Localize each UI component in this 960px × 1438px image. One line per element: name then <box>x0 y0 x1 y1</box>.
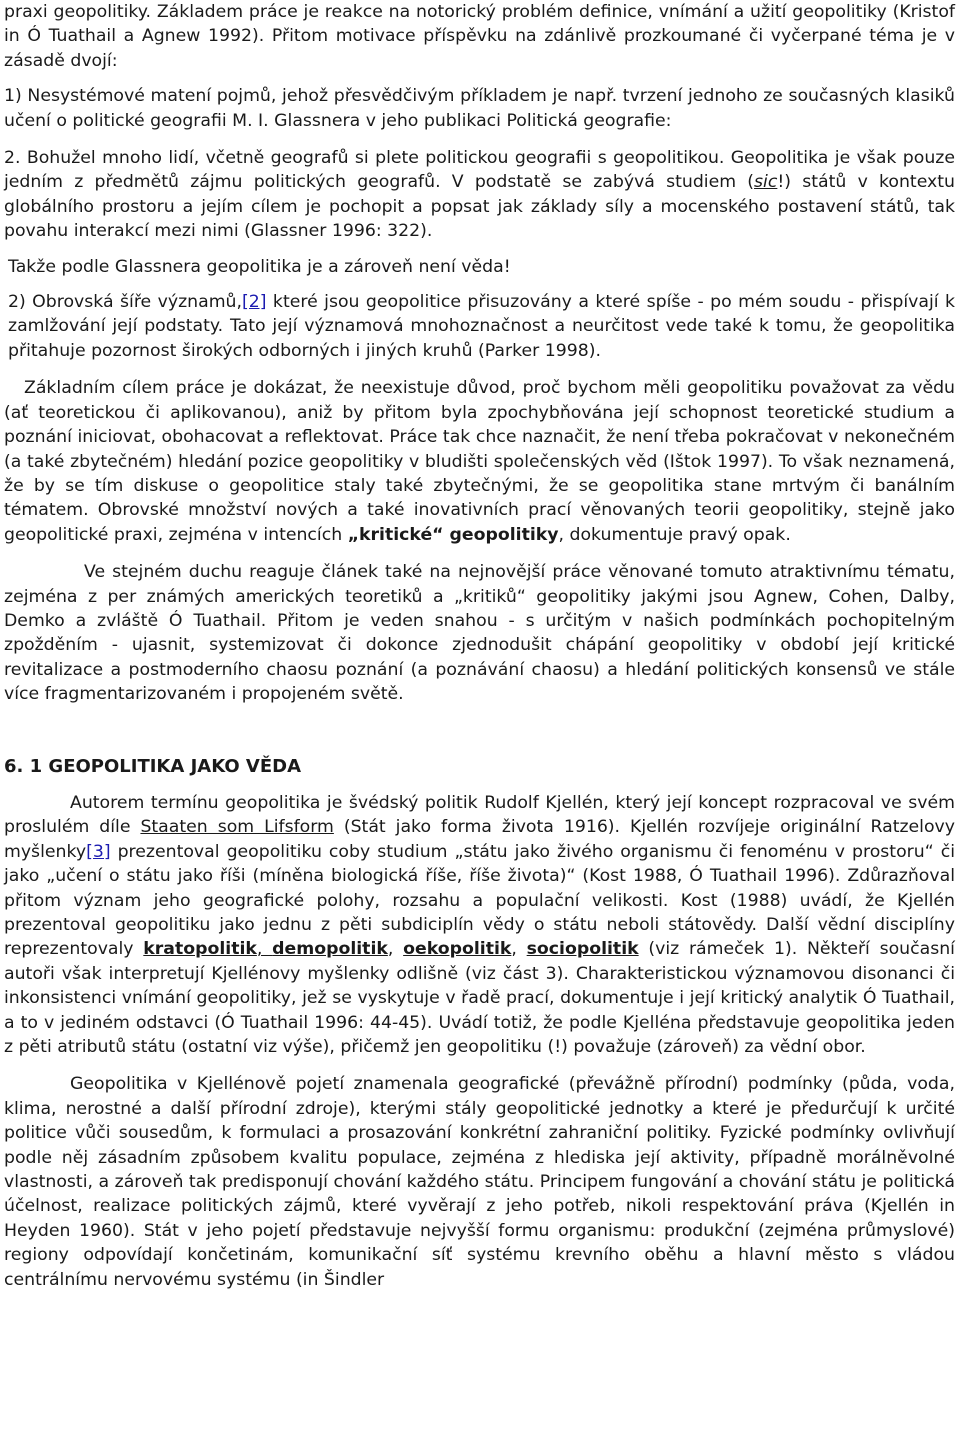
term-oekopolitik: oekopolitik <box>403 939 512 960</box>
kjellen-concept-paragraph: Geopolitika v Kjellénově pojetí znamenala geografické (převážně přírodní) podmínky (půda, voda, klima, nerostné a další přírodní zdroje), kterými stály geopolitické jednotky a které je předurčují k určité politice vůči sousedům, k formulaci a prosazování konkrétní zahraniční politiky. Fyzické podmínky ovlivňují podle něj zásadním způsobem kvalitu populace, zejména z hlediska její aktivity, případně morálněvolné vlastnosti, a zároveň tak predisponují chování každého státu. Principem fungování a chování státu je politická účelnost, realizace politických zájmů, které vyvěrají z jeho potřeb, nikoli respektování práva (Kjellén in Heyden 1960). Stát v jeho pojetí představuje nejvyšší formu organismu: produkční (zejména průmyslové) regiony odpovídají končetinám, komunikační síť systému krevního oběhu a hlavní město s vládou centrálnímu nervovému systému (in Šindler <box>4 1074 955 1290</box>
section-heading: 6. 1 GEOPOLITIKA JAKO VĚDA <box>4 755 302 777</box>
kjellen-paragraph <box>4 791 955 1059</box>
item2-text-end: které jsou geopolitice přisuzovány a které spíše - po mém soudu - přispívají k zamlžování její podstaty. Tato její významová mnohoznačnost a neurčitost vede také k tomu, že geopolitika přitahuje pozornost širokých odborných i jiných kruhů (Parker 1998). <box>8 292 956 361</box>
goal-paragraph <box>4 376 955 547</box>
kjellen-text-3: prezentoval geopolitiku coby studium „státu jako živého organismu či fenoménu v prostoru“ či jako „učení o státu jako říši (míněna biologická říše, říše života)“ (Kost 1988, Ó Tuathail 1996). Zdůrazňoval přitom význam jeho geografické polohy, rozsahu a populační velikosti. Kost (1988) uvádí, že Kjellén prezentoval geopolitiku jako jednu z pěti subdiciplín vědy o státu neboli státovědy. Další vědní disciplíny reprezentovaly <box>4 841 955 960</box>
intro-paragraph: praxi geopolitiky. Základem práce je reakce na notorický problém definice, vnímání a užití geopolitiky (Kristof in Ó Tuathail a Agnew 1992). Přitom motivace příspěvku na zdánlivě prozkoumané či vyčerpané téma je v zásadě dvojí: <box>4 2 955 71</box>
spirit-paragraph: Ve stejném duchu reaguje článek také na nejnovější práce věnované tomuto atraktivnímu tématu, zejména z per známých amerických teoretiků a „kritiků“ geopolitiky jakými jsou Agnew, Cohen, Dalby, Demko a zvláště Ó Tuathail. Přitom je veden snahou - s určitým v našich podmínkách pochopitelným zpožděním - ujasnit, systemizovat či dokonce zjednodušit chápání geopolitiky v období její kritické revitalizace a postmoderního chaosu poznání (a poznávání chaosu) a hledání politických konsensů ve stále více fragmentarizovaném i propojeném světě. <box>4 562 955 705</box>
glassner-conclusion: Takže podle Glassnera geopolitika je a zároveň není věda! <box>8 256 511 277</box>
quote-text-start: 2. Bohužel mnoho lidí, včetně geografů si plete politickou geografii s geopolitikou. Geopolitika je však pouze jedním z předmětů zájmu politických geografů. V podstatě se zabývá studiem ( <box>4 148 955 193</box>
footnote-link-3[interactable]: [3] <box>86 841 111 862</box>
term-demopolitik: demopolitik <box>272 939 388 960</box>
term-separator: , <box>256 939 273 960</box>
footnote-link-2[interactable]: [2] <box>242 292 267 313</box>
goal-text-start: Základním cílem práce je dokázat, že neexistuje důvod, proč bychom měli geopolitiku považovat za vědu (ať teoretickou či aplikovanou), aniž by přitom byla zpochybňována její schopnost teoretické studium a poznání iniciovat, obohacovat a reflektovat. Práce tak chce naznačit, že není třeba pokračovat v nekonečném (a také zbytečném) hledání pozice geopolitiky v bludišti společenských věd (Ištok 1997). To však neznamená, že by se tím diskuse o geopolitice staly také zbytečnými, že se geopolitika stane mrtvým či banálním tématem. Obrovské množství nových a také inovativních prací věnovaných teorii geopolitiky, stejně jako geopolitické praxi, zejména v intencích <box>4 378 955 545</box>
term-separator: , <box>387 939 404 960</box>
sic-mark: sic <box>754 172 778 193</box>
kjellen-text-1: Autorem termínu geopolitika je švédský politik Rudolf Kjellén, který její koncept rozpracoval ve svém proslulém díle <box>4 792 955 838</box>
term-kratopolitik: kratopolitik <box>143 939 257 960</box>
motive-item-1: 1) Nesystémové matení pojmů, jehož přesvědčivým příkladem je např. tvrzení jednoho ze současných klasiků učení o politické geografii M. I. Glassnera v jeho publikaci Politická geografie: <box>4 86 955 131</box>
quote-text-end: !) států v kontextu globálního prostoru a jejím cílem je pochopit a popsat jak základy síly a mocenského postavení států, tak povahu interakcí mezi nimi (Glassner 1996: 322). <box>4 172 955 242</box>
term-separator: , <box>511 939 527 960</box>
motive-item-2 <box>4 290 955 363</box>
item2-text-start: 2) Obrovská šíře významů, <box>8 292 242 313</box>
book-title: Staaten som Lifsform <box>140 817 334 838</box>
kjellen-text-2: (Stát jako forma života 1916). Kjellén rozvíjeje originální Ratzelovy myšlenky <box>4 817 955 862</box>
goal-text-end: , dokumentuje pravý opak. <box>558 524 791 545</box>
critical-geopolitics-term: „kritické“ geopolitiky <box>347 524 559 545</box>
glassner-quote <box>4 146 955 244</box>
term-sociopolitik: sociopolitik <box>526 939 639 960</box>
kjellen-text-4: (viz rámeček 1). Někteří současní autoři však interpretují Kjellénovy myšlenky odlišně (viz část 3). Charakteristickou významovou disonanci či inkonsistenci vnímání geopolitiky, jež se vyskytuje v řadě prací, dokumentuje i její kritický analytik Ó Tuathail, a to v jediném odstavci (Ó Tuathail 1996: 44-45). Uvádí totiž, že podle Kjelléna představuje geopolitika jeden z pěti atributů státu (ostatní viz výše), přičemž jen geopolitiku (!) považuje (zároveň) za vědní obor. <box>4 939 955 1058</box>
